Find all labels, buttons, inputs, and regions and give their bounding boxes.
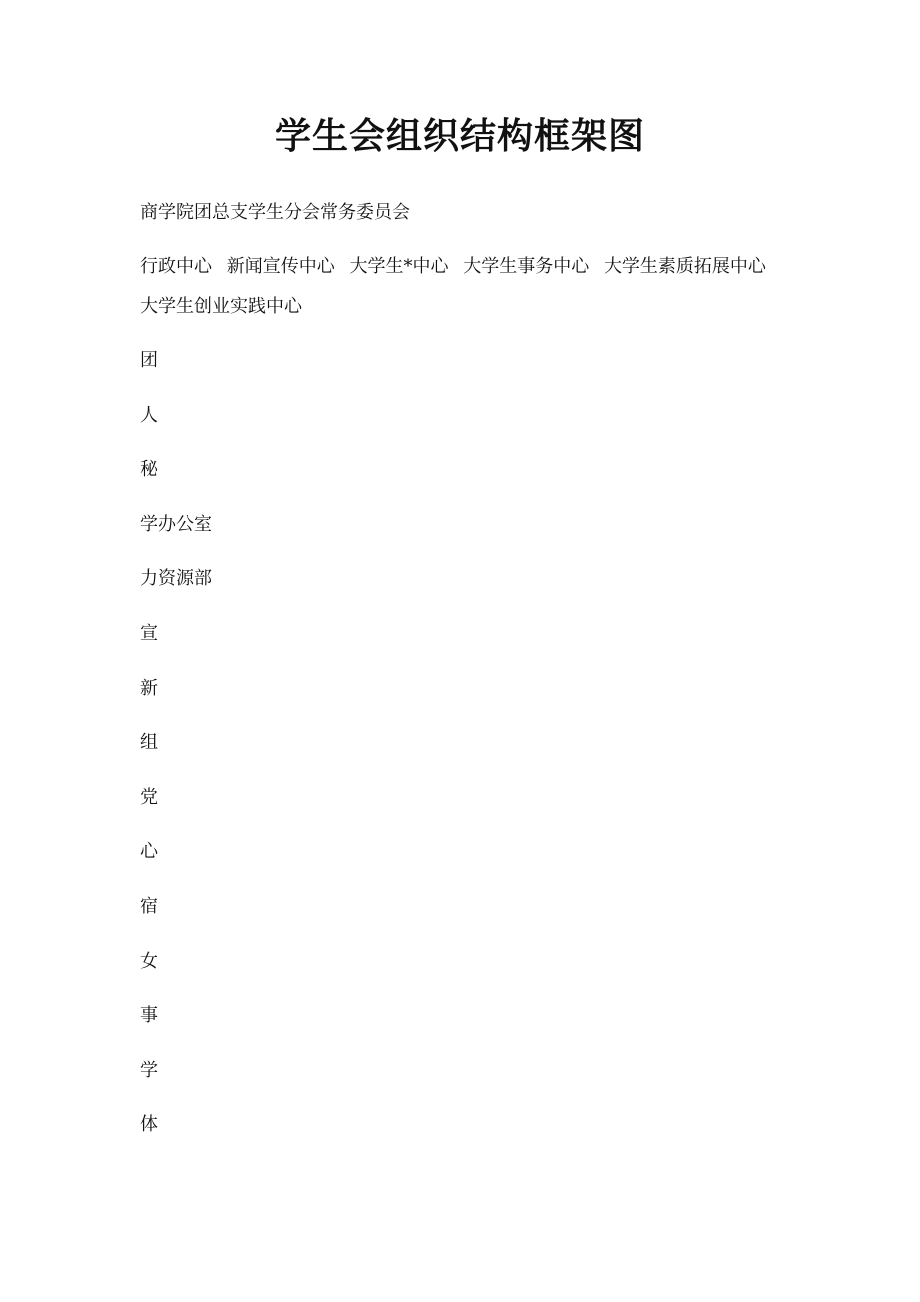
list-item: 新 xyxy=(140,677,158,699)
centers-line xyxy=(140,247,790,327)
list-item: 秘 xyxy=(140,459,158,481)
list-item: 团 xyxy=(140,350,158,371)
list-item: 力资源部 xyxy=(140,568,212,590)
committee-name: 商学院团总支学生分会常务委员会 xyxy=(140,202,410,223)
center-item: 行政中心 xyxy=(140,256,212,277)
center-item: 大学生*中心 xyxy=(349,256,449,277)
list-item: 体 xyxy=(140,1114,158,1136)
list-item: 学 xyxy=(140,1059,158,1081)
list-item: 事 xyxy=(140,1005,158,1027)
list-item: 组 xyxy=(140,732,158,754)
center-item: 大学生创业实践中心 xyxy=(140,296,302,317)
list-item: 宣 xyxy=(140,622,158,644)
center-item: 大学生事务中心 xyxy=(463,256,590,277)
list-item: 学办公室 xyxy=(140,513,212,535)
list-item: 心 xyxy=(140,841,158,863)
list-item: 宿 xyxy=(140,895,158,917)
center-item: 大学生素质拓展中心 xyxy=(603,256,766,277)
list-item: 人 xyxy=(140,404,158,426)
document-title: 学生会组织结构框架图 xyxy=(274,115,645,157)
center-item: 新闻宣传中心 xyxy=(226,256,335,277)
list-item: 党 xyxy=(140,786,158,808)
list-item: 女 xyxy=(140,950,158,972)
department-fragment-list xyxy=(140,341,212,1160)
